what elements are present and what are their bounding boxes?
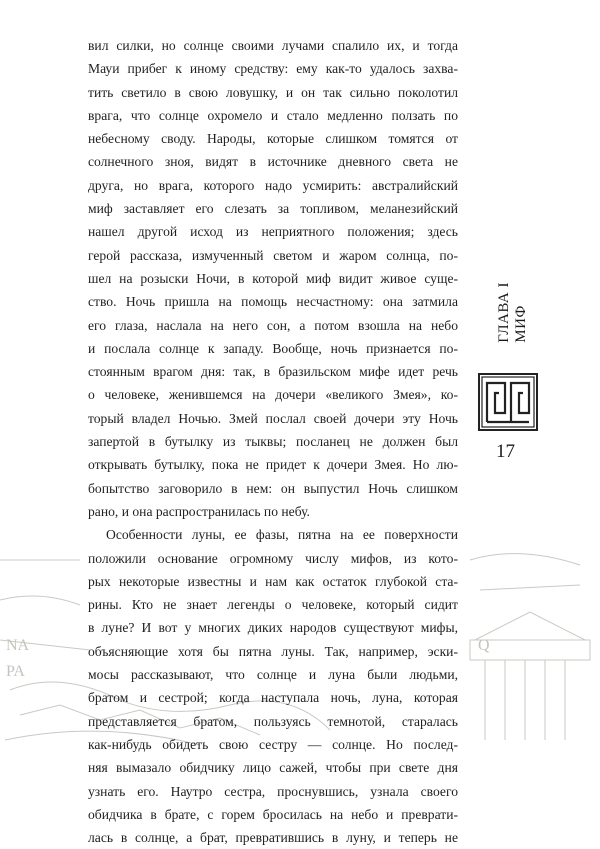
- text-line: в луне? И вот у многих диких народов существуют мифы,: [88, 620, 458, 636]
- text-line: солнечного зноя, видят в источнике дневного света не: [88, 154, 458, 170]
- text-line: объясняющие хотя бы пятна луны. Так, например, эски-: [88, 643, 458, 659]
- text-line: няя вымазало обидчику лицо сажей, чтобы при свете дня: [88, 760, 458, 776]
- text-line: представляется братом, пользуясь темнотой, старалась: [88, 713, 458, 729]
- text-line: как-нибудь обидеть свою сестру — солнце. Но послед-: [88, 736, 458, 752]
- text-line: рых некоторые известны и нам как остаток глубокой ста-: [88, 573, 458, 589]
- text-line: о человеке, женившемся на дочери «великого Змея», ко-: [88, 387, 458, 403]
- text-line: бопытство заговорило в нем: он выпустил Ночь слишком: [88, 480, 458, 496]
- watermark-letters-2: PA: [6, 663, 25, 680]
- watermark-letters-1: NA: [6, 637, 30, 654]
- text-line-paragraph-end: рано, и она распространилась по небу.: [88, 503, 310, 519]
- text-line: лась в солнце, а брат, превратившись в луну, и теперь не: [88, 830, 458, 846]
- text-line: миф заставляет его слезать за топливом, меланезийский: [88, 201, 458, 217]
- chapter-heading: [496, 282, 530, 343]
- text-line: его глаза, наслала на него сон, а потом взошла на небо: [88, 317, 458, 333]
- text-line: обидчика в брате, с горем бросилась на небо и преврати-: [88, 806, 458, 822]
- page-number: 17: [496, 441, 515, 462]
- text-line-paragraph-start: Особенности луны, ее фазы, пятна на ее поверхности: [106, 527, 458, 543]
- text-line: стоянным врагом дня: так, в бразильском мифе идет речь: [88, 364, 458, 380]
- chapter-number: ГЛАВА I: [496, 282, 512, 343]
- greek-key-ornament-icon: [478, 373, 538, 431]
- text-line: открывать бутылку, пока не придет к дочери Змея. Но лю-: [88, 457, 458, 473]
- text-line: шел на розыски Ночи, в которой миф видит живое суще-: [88, 270, 458, 286]
- text-line: положили основание огромному числу мифов, из кото-: [88, 550, 458, 566]
- text-line: торый владел Ночью. Змей послал своей дочери эту Ночь: [88, 410, 458, 426]
- text-line: мосы рассказывают, что солнце и луна были людьми,: [88, 667, 458, 683]
- text-line: вил силки, но солнце своими лучами спалило их, и тогда: [88, 38, 458, 53]
- svg-text:Q: Q: [478, 637, 490, 654]
- text-line: ство. Ночь пришла на помощь несчастному: она затмила: [88, 294, 458, 310]
- text-line: небесному своду. Народы, которые слишком томятся от: [88, 131, 458, 147]
- text-line: рины. Кто не знает легенды о человеке, который сидит: [88, 597, 458, 613]
- text-line: и послала солнце к западу. Вообще, ночь признается по-: [88, 340, 458, 356]
- text-line: тить светило в свою ловушку, и он так сильно поколотил: [88, 84, 458, 100]
- text-line: братом и сестрой; когда наступала ночь, луна, которая: [88, 690, 458, 706]
- text-line: запертой в бутылку из тыквы; посланец не должен был: [88, 434, 458, 450]
- text-line: герой рассказа, измученный светом и жаром солнца, по-: [88, 247, 458, 263]
- text-line: врага, что солнце охромело и стало медленно ползать по: [88, 107, 458, 123]
- chapter-sidebar: [478, 0, 538, 750]
- main-text-column: [88, 34, 458, 849]
- text-line: Мауи прибег к иному средству: ему как-то удалось захва-: [88, 61, 458, 77]
- text-line: друга, но врага, которого надо усмирить: австралийский: [88, 177, 458, 193]
- chapter-title: МИФ: [513, 305, 529, 343]
- text-line: нашел другой исход из неприятного положения; здесь: [88, 224, 458, 240]
- text-line: узнать его. Наутро сестра, проснувшись, узнала своего: [88, 783, 458, 799]
